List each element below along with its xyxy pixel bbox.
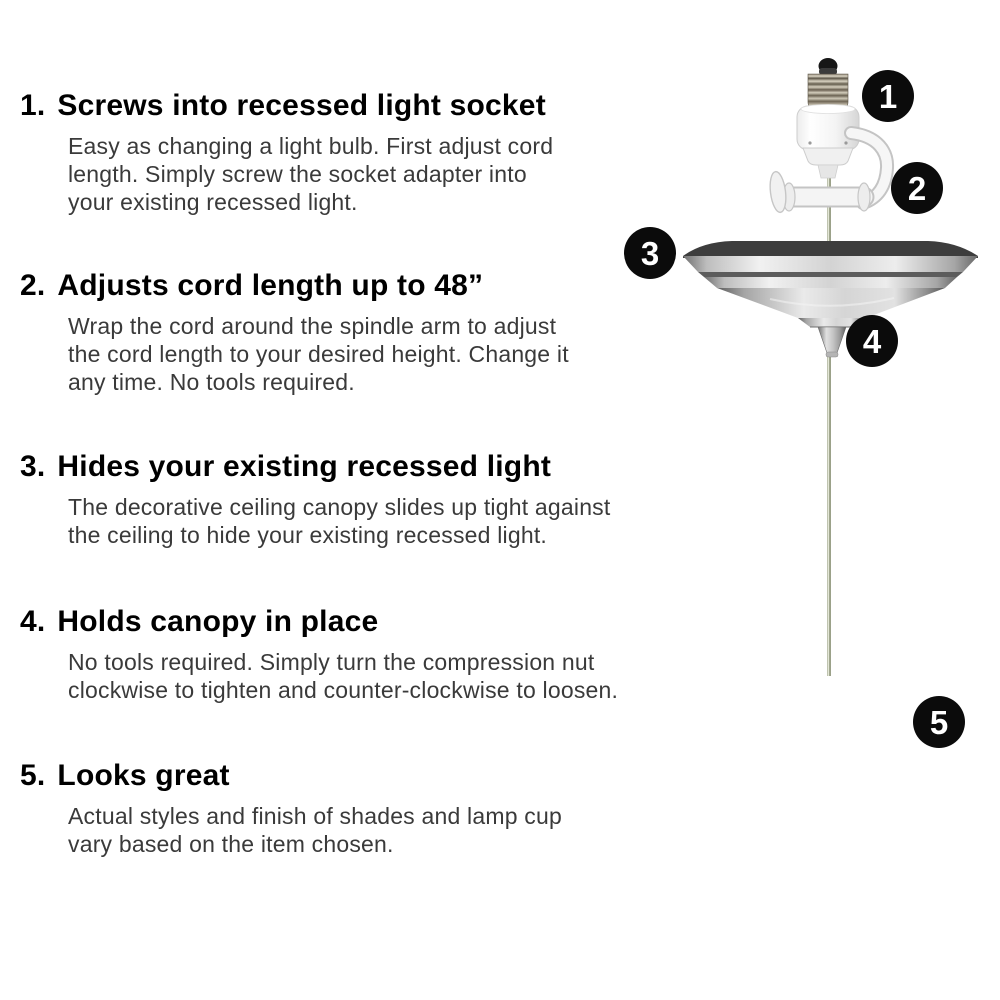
- section-number: 5.: [20, 759, 46, 792]
- body-line: No tools required. Simply turn the compression nut: [68, 649, 595, 675]
- section-hides-recessed-light: [20, 449, 610, 549]
- section-number: 2.: [20, 269, 46, 302]
- light-bulb-screw-base: [808, 58, 848, 110]
- section-holds-canopy: [20, 604, 618, 704]
- body-line: vary based on the item chosen.: [68, 831, 394, 857]
- section-number: 3.: [20, 450, 46, 483]
- body-line: Actual styles and finish of shades and lamp cup: [68, 803, 562, 829]
- callout-badge-3: 3: [624, 227, 676, 279]
- section-title: [20, 604, 618, 640]
- body-line: Wrap the cord around the spindle arm to adjust: [68, 313, 557, 339]
- section-title: [20, 758, 562, 794]
- body-line: the ceiling to hide your existing recessed light.: [68, 522, 548, 548]
- section-title-text: Looks great: [57, 759, 230, 792]
- section-title-text: Hides your existing recessed light: [57, 450, 552, 483]
- section-body: [20, 493, 610, 549]
- section-title: [20, 88, 553, 124]
- section-title: [20, 449, 610, 485]
- body-line: length. Simply screw the socket adapter into: [68, 161, 527, 187]
- body-line: The decorative ceiling canopy slides up tight against: [68, 494, 611, 520]
- body-line: any time. No tools required.: [68, 369, 355, 395]
- section-number: 1.: [20, 89, 46, 122]
- section-adjusts-cord-length: [20, 268, 569, 396]
- section-title-text: Adjusts cord length up to 48”: [57, 269, 484, 302]
- section-title-text: Holds canopy in place: [57, 605, 379, 638]
- body-line: the cord length to your desired height. Change it: [68, 341, 569, 367]
- section-title-text: Screws into recessed light socket: [57, 89, 546, 122]
- callout-badge-4: 4: [846, 315, 898, 367]
- ceiling-canopy: [683, 241, 978, 327]
- socket-adapter-body: [797, 105, 859, 179]
- section-looks-great: [20, 758, 562, 858]
- callout-badge-2: 2: [891, 162, 943, 214]
- section-body: [20, 802, 562, 858]
- section-body: [20, 132, 553, 216]
- section-screws-into-socket: [20, 88, 553, 216]
- section-body: [20, 648, 618, 704]
- hanging-cord: [828, 155, 829, 676]
- callout-badge-5: 5: [913, 696, 965, 748]
- section-number: 4.: [20, 605, 46, 638]
- compression-nut: [818, 327, 846, 357]
- callout-badge-1: 1: [862, 70, 914, 122]
- body-line: your existing recessed light.: [68, 189, 358, 215]
- body-line: Easy as changing a light bulb. First adjust cord: [68, 133, 554, 159]
- section-body: [20, 312, 569, 396]
- section-title: [20, 268, 569, 304]
- body-line: clockwise to tighten and counter-clockwise to loosen.: [68, 677, 619, 703]
